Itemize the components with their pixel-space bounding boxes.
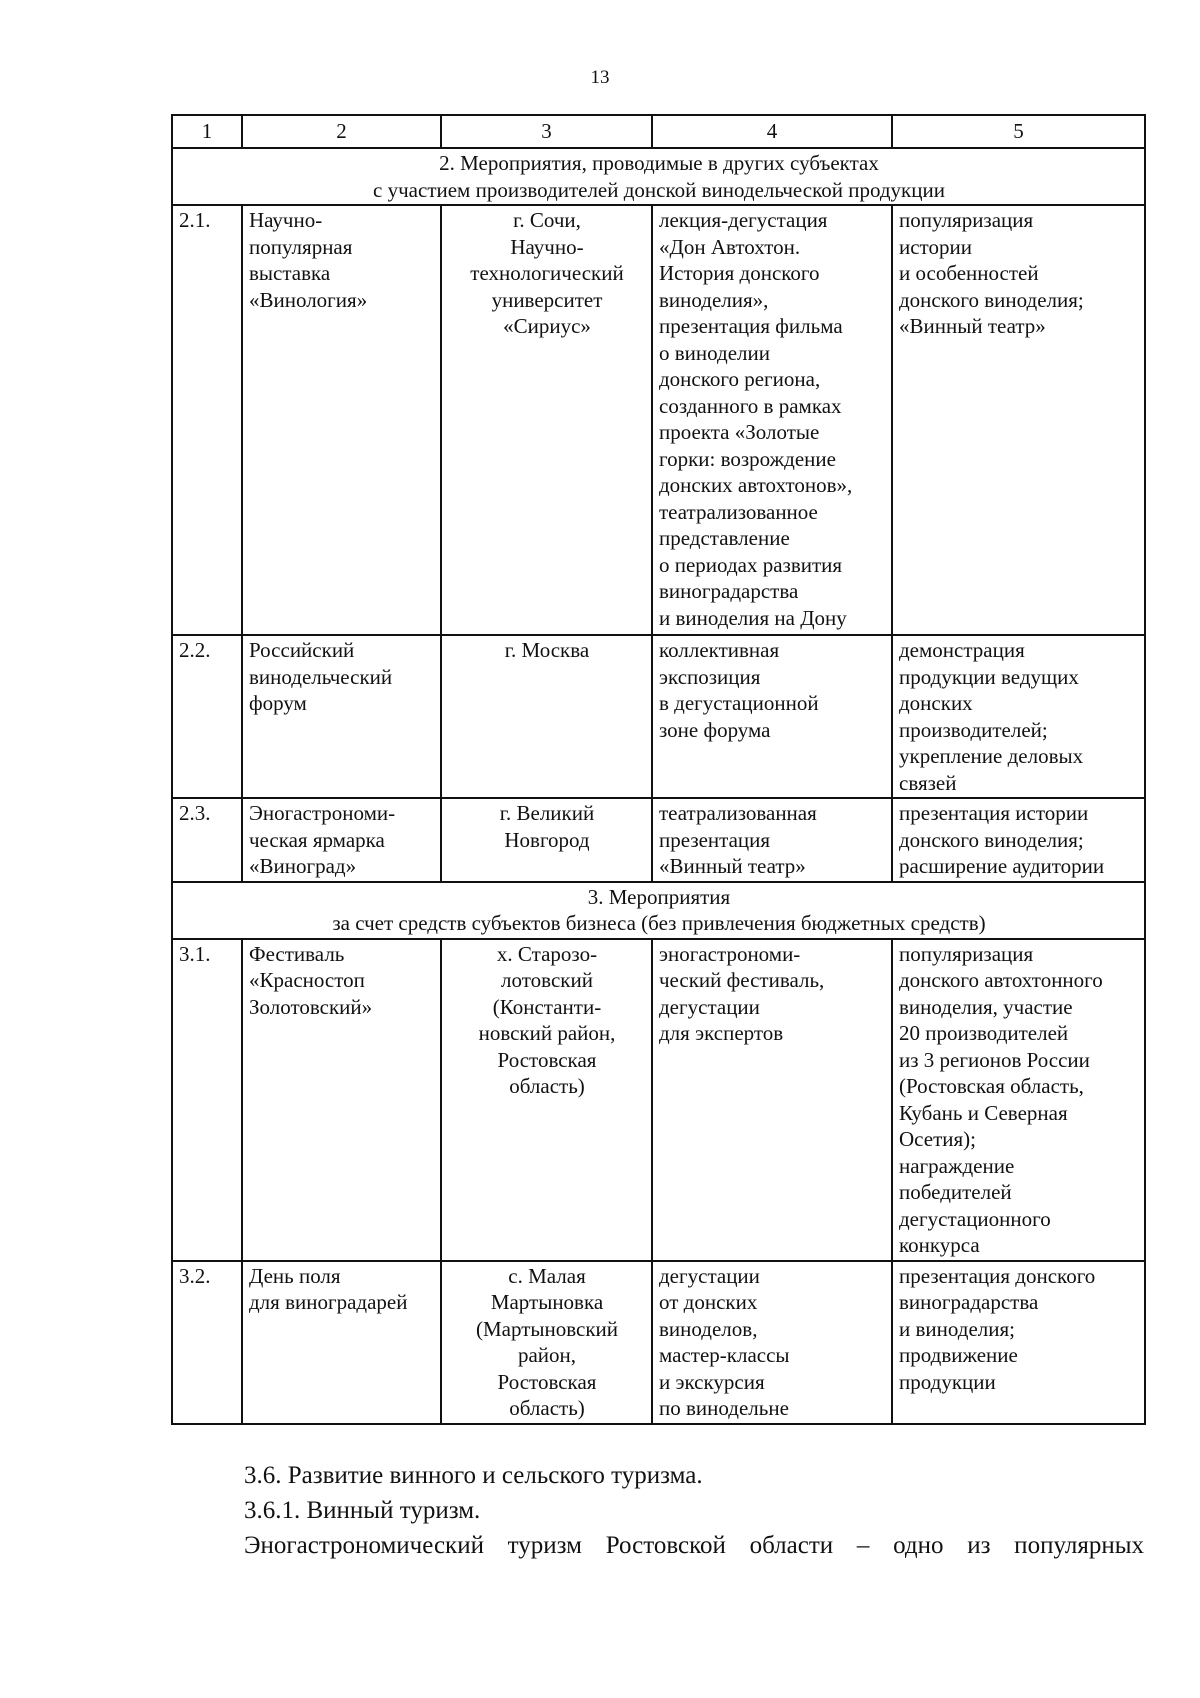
column-header-4: 4 [652, 115, 892, 148]
section-heading: 3.6. Развитие винного и сельского туризма. [244, 1462, 703, 1489]
row-number: 3.1. [172, 939, 242, 1261]
event-result: презентация истории донского виноделия; расширение аудитории [892, 798, 1145, 882]
table-row [172, 1261, 1145, 1424]
event-result: популяризация донского автохтонного виноделия, участие 20 производителей из 3 регионов России (Ростовская область, Кубань и Северная Осетия); награждение победителей дегустационного конкурса [892, 939, 1145, 1261]
row-number: 3.2. [172, 1261, 242, 1424]
table-row [172, 205, 1145, 635]
event-place: с. Малая Мартыновка (Мартыновский район, Ростовская область) [441, 1261, 652, 1424]
event-format: коллективная экспозиция в дегустационной зоне форума [652, 635, 892, 798]
event-format: лекция-дегустация «Дон Автохтон. История донского виноделия», презентация фильма о виноделии донского региона, созданного в рамках проекта «Золотые горки: возрождение донских автохтонов», театрализованное представление о периодах развития виноградарства и виноделия на Дону [652, 205, 892, 635]
row-number: 2.2. [172, 635, 242, 798]
column-header-5: 5 [892, 115, 1145, 148]
event-format: театрализованная презентация «Винный театр» [652, 798, 892, 882]
event-place: г. Москва [441, 635, 652, 798]
table-row [172, 635, 1145, 798]
body-text [0, 1458, 1200, 1563]
event-name: День поля для виноградарей [242, 1261, 441, 1424]
event-result: демонстрация продукции ведущих донских производителей; укрепление деловых связей [892, 635, 1145, 798]
column-header-1: 1 [172, 115, 242, 148]
row-number: 2.3. [172, 798, 242, 882]
section-row-3 [172, 882, 1145, 939]
event-place: х. Старозо- лотовский (Константи- новский район, Ростовская область) [441, 939, 652, 1261]
event-result: презентация донского виноградарства и виноделия; продвижение продукции [892, 1261, 1145, 1424]
paragraph: Эногастрономический туризм Ростовской области – одно из популярных [244, 1532, 1144, 1559]
event-result: популяризация истории и особенностей донского виноделия; «Винный театр» [892, 205, 1145, 635]
event-format: дегустации от донских виноделов, мастер-классы и экскурсия по винодельне [652, 1261, 892, 1424]
event-place: г. Сочи, Научно- технологический университет «Сириус» [441, 205, 652, 635]
column-header-2: 2 [242, 115, 441, 148]
page-number: 13 [590, 67, 610, 88]
subsection-heading: 3.6.1. Винный туризм. [244, 1497, 481, 1524]
event-place: г. Великий Новгород [441, 798, 652, 882]
event-format: эногастрономи- ческий фестиваль, дегустации для экспертов [652, 939, 892, 1261]
event-name: Фестиваль «Красностоп Золотовский» [242, 939, 441, 1261]
event-name: Научно- популярная выставка «Винология» [242, 205, 441, 635]
section-row-2 [172, 148, 1145, 205]
section-title-3: 3. Мероприятия за счет средств субъектов бизнеса (без привлечения бюджетных средств) [172, 882, 1145, 939]
section-title-2: 2. Мероприятия, проводимые в других субъектах с участием производителей донской винодельческой продукции [172, 148, 1145, 205]
table-row [172, 798, 1145, 882]
event-name: Российский винодельческий форум [242, 635, 441, 798]
column-header-3: 3 [441, 115, 652, 148]
table-row [172, 939, 1145, 1261]
events-table [171, 114, 1146, 1425]
event-name: Эногастрономи- ческая ярмарка «Виноград» [242, 798, 441, 882]
row-number: 2.1. [172, 205, 242, 635]
table-header-row [172, 115, 1145, 148]
